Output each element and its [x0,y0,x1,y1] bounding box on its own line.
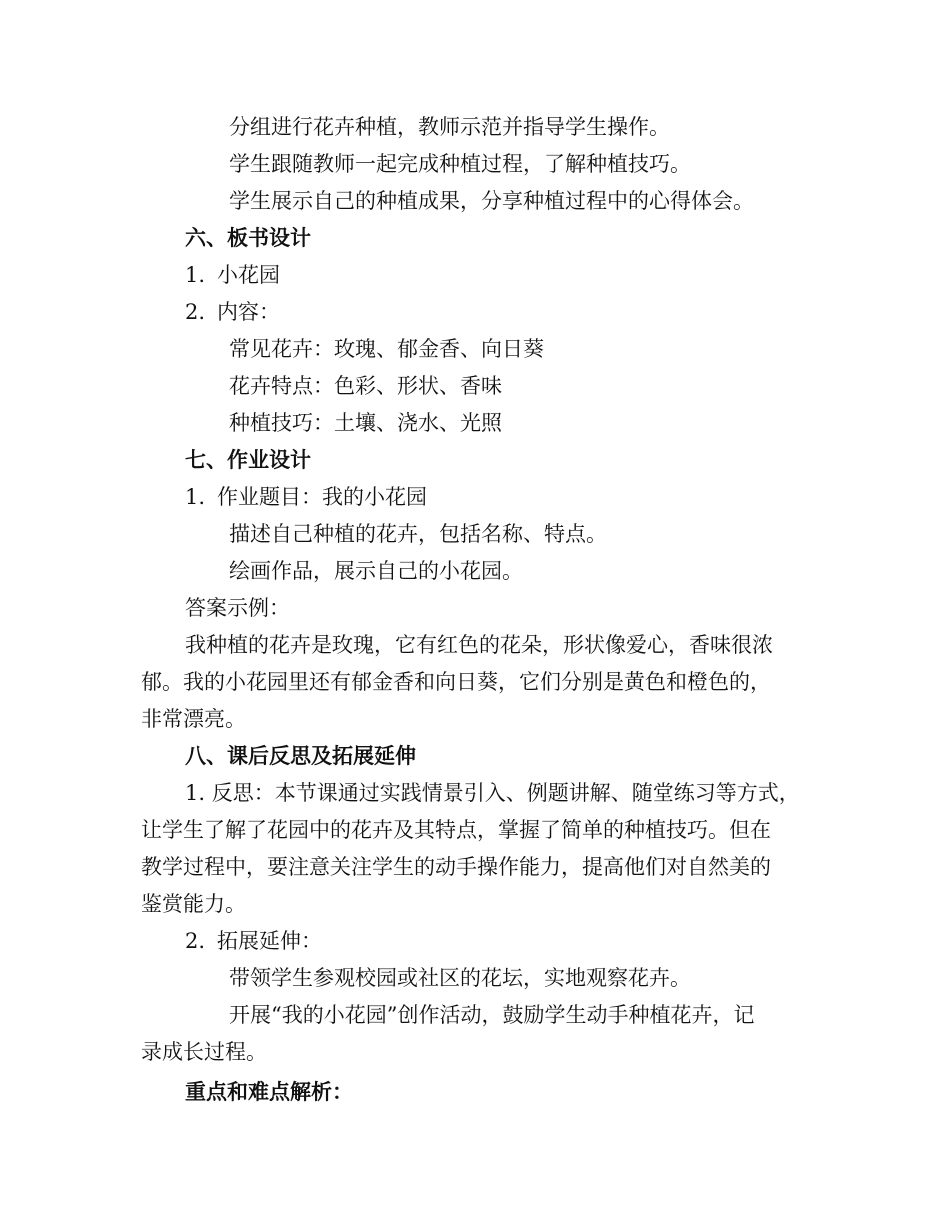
section-heading: 八、课后反思及拓展延伸 [185,744,416,768]
list-number: 1. [185,263,206,287]
list-text: 内容： [217,300,280,324]
content-line: 绘画作品，展示自己的小花园。 [229,559,523,583]
list-item [185,482,427,512]
paragraph-line: 让学生了解了花园中的花卉及其特点，掌握了简单的种植技巧。但在 [141,818,771,842]
paragraph-line: 郁。我的小花园里还有郁金香和向日葵，它们分别是黄色和橙色的， [141,670,771,694]
answer-label: 答案示例： [185,596,290,620]
step-line: 学生跟随教师一起完成种植过程，了解种植技巧。 [229,152,691,176]
content-line: 录成长过程。 [141,1040,267,1064]
list-number: 2. [185,929,206,953]
section-heading: 六、板书设计 [185,226,311,250]
paragraph-line: 非常漂亮。 [141,707,246,731]
section-heading: 重点和难点解析： [185,1080,353,1104]
content-line: 花卉特点：色彩、形状、香味 [229,374,502,398]
content-line: 开展“我的小花园”创作活动，鼓励学生动手种植花卉，记 [229,1003,755,1027]
list-item [185,926,322,956]
step-line: 学生展示自己的种植成果，分享种植过程中的心得体会。 [229,189,754,213]
paragraph-line: 教学过程中，要注意关注学生的动手操作能力，提高他们对自然美的 [141,855,771,879]
list-text: 拓展延伸： [217,929,322,953]
list-number: 1. [185,485,206,509]
paragraph-line: 1. 反思：本节课通过实践情景引入、例题讲解、随堂练习等方式， [185,781,800,805]
paragraph-line: 鉴赏能力。 [141,892,246,916]
list-item [185,260,280,290]
list-number: 2. [185,300,206,324]
section-heading: 七、作业设计 [185,448,311,472]
list-text: 作业题目：我的小花园 [217,485,427,509]
list-text: 小花园 [217,263,280,287]
paragraph-line: 我种植的花卉是玫瑰，它有红色的花朵，形状像爱心，香味很浓 [185,633,773,657]
content-line: 描述自己种植的花卉，包括名称、特点。 [229,522,607,546]
list-item [185,297,280,327]
content-line: 种植技巧：土壤、浇水、光照 [229,411,502,435]
content-line: 常见花卉：玫瑰、郁金香、向日葵 [229,337,544,361]
step-line: 分组进行花卉种植，教师示范并指导学生操作。 [229,115,670,139]
content-line: 带领学生参观校园或社区的花坛，实地观察花卉。 [229,966,691,990]
